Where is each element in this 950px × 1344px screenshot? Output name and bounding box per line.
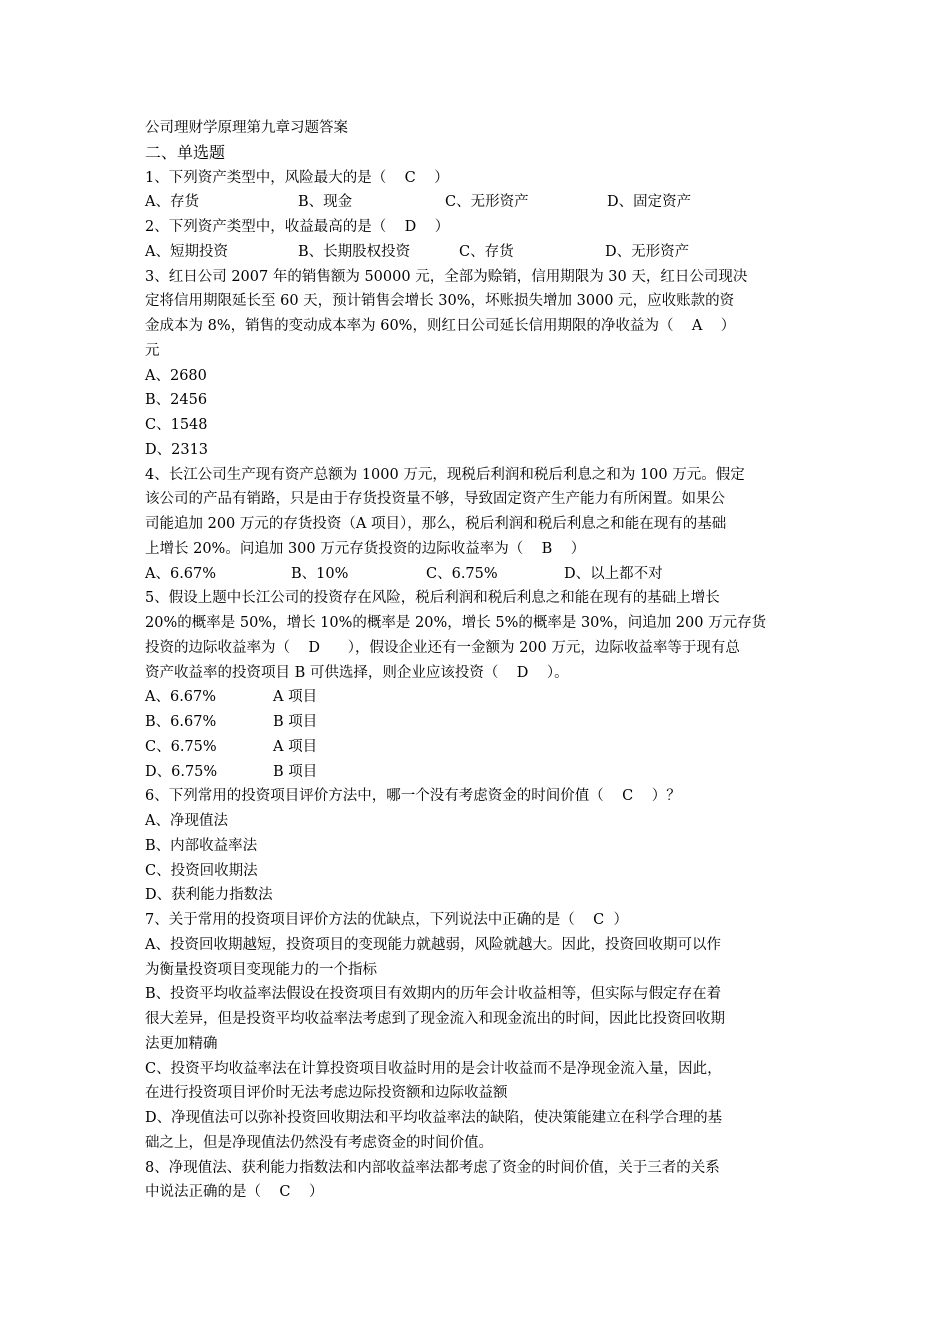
question-3-line: 金成本为 8%，销售的变动成本率为 60%，则红日公司延长信用期限的净收益为（ A ） bbox=[145, 318, 736, 334]
question-2-stem: 2、下列资产类型中，收益最高的是（ D ） bbox=[145, 219, 450, 235]
question-3-option-a: A、2680 bbox=[145, 367, 207, 384]
question-7-line: 为衡量投资项目变现能力的一个指标 bbox=[145, 961, 377, 978]
option-value: D、6.75% bbox=[145, 763, 218, 780]
option-d: D、以上都不对 bbox=[564, 565, 663, 582]
option-project: A 项目 bbox=[273, 738, 318, 755]
option-project: A 项目 bbox=[273, 689, 318, 706]
document-title: 公司理财学原理第九章习题答案 bbox=[145, 120, 348, 136]
question-7-stem: 7、关于常用的投资项目评价方法的优缺点，下列说法中正确的是（ C ） bbox=[145, 912, 628, 928]
question-4-options bbox=[145, 562, 815, 587]
question-5-line: 资产收益率的投资项目 B 可供选择，则企业应该投资（ D ）。 bbox=[145, 664, 569, 681]
question-8-line: 中说法正确的是（ C ） bbox=[145, 1184, 324, 1201]
option-c: C、无形资产 bbox=[445, 194, 529, 211]
question-4-line: 上增长 20%。问追加 300 万元存货投资的边际收益率为（ B ） bbox=[145, 540, 586, 557]
question-6-stem: 6、下列常用的投资项目评价方法中，哪一个没有考虑资金的时间价值（ C ）？ bbox=[145, 788, 681, 805]
question-5-line: 投资的边际收益率为（ D ），假设企业还有一金额为 200 万元，边际收益率等于现有总 bbox=[145, 639, 740, 656]
question-7-line: 在进行投资项目评价时无法考虑边际投资额和边际收益额 bbox=[145, 1085, 508, 1102]
question-6-option-b: B、内部收益率法 bbox=[145, 837, 258, 854]
question-6-option-d: D、获利能力指数法 bbox=[145, 887, 273, 904]
option-b: B、现金 bbox=[298, 194, 353, 211]
question-7-line: D、净现值法可以弥补投资回收期法和平均收益率法的缺陷，使决策能建立在科学合理的基 bbox=[145, 1110, 723, 1126]
question-7-line: 法更加精确 bbox=[145, 1035, 218, 1052]
question-3-option-c: C、1548 bbox=[145, 417, 208, 433]
option-d: D、无形资产 bbox=[605, 243, 690, 260]
question-4-line: 司能追加 200 万元的存货投资（A 项目），那么，税后利润和税后利息之和能在现有的基础 bbox=[145, 516, 727, 532]
question-3-option-b: B、2456 bbox=[145, 392, 208, 409]
option-project: B 项目 bbox=[273, 763, 318, 780]
option-c: C、6.75% bbox=[426, 565, 498, 582]
option-value: C、6.75% bbox=[145, 738, 217, 755]
question-7-line: B、投资平均收益率法假设在投资项目有效期内的历年会计收益相等，但实际与假定存在着 bbox=[145, 986, 722, 1003]
question-5-line: 5、假设上题中长江公司的投资存在风险，税后利润和税后利息之和能在现有的基础上增长 bbox=[145, 590, 720, 607]
question-5-option-a bbox=[145, 685, 815, 710]
question-8-line: 8、净现值法、获利能力指数法和内部收益率法都考虑了资金的时间价值，关于三者的关系 bbox=[145, 1159, 720, 1176]
question-5-option-c bbox=[145, 735, 815, 760]
option-project: B 项目 bbox=[273, 714, 318, 730]
question-3-option-d: D、2313 bbox=[145, 441, 209, 458]
option-b: B、10% bbox=[291, 565, 349, 582]
question-4-line: 该公司的产品有销路，只是由于存货投资量不够，导致固定资产生产能力有所闲置。如果公 bbox=[145, 491, 725, 508]
question-6-option-c: C、投资回收期法 bbox=[145, 862, 258, 879]
option-value: A、6.67% bbox=[145, 689, 217, 706]
question-3-line: 定将信用期限延长至 60 天，预计销售会增长 30%，坏账损失增加 3000 元，应收账款的资 bbox=[145, 293, 735, 310]
question-4-line: 4、长江公司生产现有资产总额为 1000 万元，现税后利润和税后利息之和为 100 万元。假定 bbox=[145, 466, 745, 483]
option-d: D、固定资产 bbox=[607, 194, 692, 211]
question-3-line: 元 bbox=[145, 342, 160, 359]
option-c: C、存货 bbox=[459, 243, 514, 260]
question-1-options bbox=[145, 190, 815, 215]
option-b: B、长期股权投资 bbox=[298, 243, 411, 260]
question-3-line: 3、红日公司 2007 年的销售额为 50000 元，全部为赊销，信用期限为 30 天，红日公司现决 bbox=[145, 268, 748, 285]
question-5-option-b bbox=[145, 710, 815, 735]
section-heading: 二、单选题 bbox=[145, 142, 226, 162]
option-a: A、存货 bbox=[145, 194, 199, 211]
question-7-line: 础之上，但是净现值法仍然没有考虑资金的时间价值。 bbox=[145, 1134, 493, 1151]
option-a: A、短期投资 bbox=[145, 243, 228, 260]
question-7-line: 很大差异，但是投资平均收益率法考虑到了现金流入和现金流出的时间，因此比投资回收期 bbox=[145, 1011, 725, 1027]
option-a: A、6.67% bbox=[145, 565, 217, 582]
document-page bbox=[145, 116, 815, 1205]
question-6-option-a: A、净现值法 bbox=[145, 813, 228, 829]
question-7-line: C、投资平均收益率法在计算投资项目收益时用的是会计收益而不是净现金流入量，因此， bbox=[145, 1060, 722, 1077]
question-2-options bbox=[145, 240, 815, 265]
question-1-stem: 1、下列资产类型中，风险最大的是（ C ） bbox=[145, 169, 449, 186]
question-7-line: A、投资回收期越短，投资项目的变现能力就越弱，风险就越大。因此，投资回收期可以作 bbox=[145, 936, 721, 953]
question-5-line: 20%的概率是 50%，增长 10%的概率是 20%，增长 5%的概率是 30%，问追加 200 万元存货 bbox=[145, 615, 767, 631]
option-value: B、6.67% bbox=[145, 714, 217, 730]
question-5-option-d bbox=[145, 760, 815, 785]
